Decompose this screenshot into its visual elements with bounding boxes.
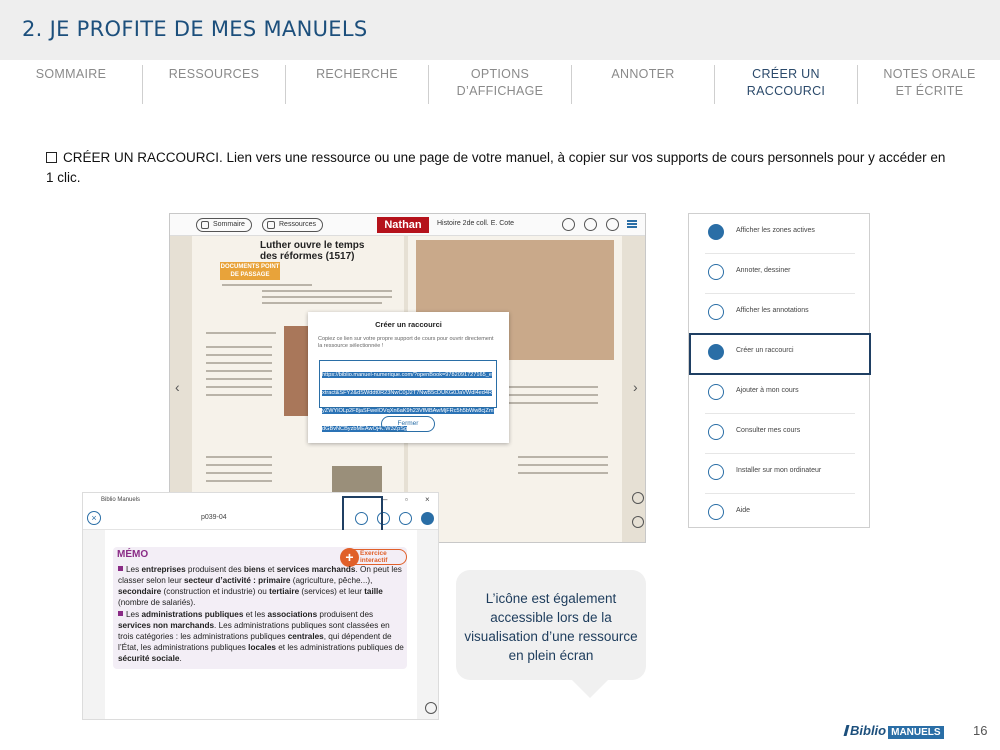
menu-item-zones-actives[interactable]: Afficher les zones actives <box>705 214 855 254</box>
tab-sommaire[interactable]: SOMMAIRE <box>0 65 143 104</box>
shortcut-highlight <box>689 333 871 375</box>
tab-creer-raccourci[interactable]: CRÉER UN RACCOURCI <box>715 65 858 104</box>
tab-ressources[interactable]: RESSOURCES <box>143 65 286 104</box>
tab-recherche[interactable]: RECHERCHE <box>286 65 429 104</box>
close-icon[interactable]: × <box>87 511 101 525</box>
document-badge: DOCUMENTS POINT DE PASSAGE <box>220 264 280 278</box>
tab-annoter[interactable]: ANNOTER <box>572 65 715 104</box>
menu-item-installer[interactable]: Installer sur mon ordinateur <box>705 454 855 494</box>
page-number: p039-04 <box>201 514 227 521</box>
zoom-icon[interactable] <box>425 702 437 714</box>
slide-number: 16 <box>973 723 988 738</box>
help-icon <box>708 504 724 520</box>
callout-text: L’icône est également accessible lors de la visualisation d’une ressource en plein écran <box>464 591 638 663</box>
slide-title: 2. JE PROFITE DE MES MANUELS <box>22 17 368 41</box>
memo-title: MÉMO <box>117 549 149 560</box>
pencil-icon <box>708 264 724 280</box>
fullscreen-toolbar <box>83 508 439 530</box>
memo-paragraph-2: Les administrations publiques et les associations produisent des services non marchands. Les administrations publiques sont classées en trois catégories : les administrations publiques centrales, qui dépendent de l’État, les administrations publiques locales et les administrations publiques de sécurité sociale. <box>118 610 404 663</box>
modal-instructions: Copiez ce lien sur votre propre support de cours pour ouvrir directement la ressource sélectionnée ! <box>318 336 494 349</box>
plus-icon: + <box>340 548 359 567</box>
callout-bubble <box>456 570 646 680</box>
zoom-out-icon[interactable] <box>632 516 644 528</box>
window-title: Biblio Manuels <box>101 497 141 503</box>
window-close-icon[interactable]: × <box>425 495 430 504</box>
folder-icon <box>267 221 275 229</box>
minimize-icon[interactable]: – <box>383 495 388 504</box>
memo-paragraph-1: Les entreprises produisent des biens et services marchands. On peut les classer selon leur secteur d’activité : primaire (agriculture, pêche...), secondaire (construction et industrie) ou tertiaire (services) et leur taille (nombre de salariés). <box>118 565 402 607</box>
menu-item-ajouter-cours[interactable]: Ajouter à mon cours <box>705 374 855 414</box>
slide-header <box>0 0 1000 60</box>
biblio-manuels-logo: Biblio MANUELS <box>845 723 944 739</box>
checkbox-icon <box>46 152 57 163</box>
prev-page-arrow[interactable]: ‹ <box>175 379 180 395</box>
description-text: CRÉER UN RACCOURCI. Lien vers une ressource ou une page de votre manuel, à copier sur vos supports de cours personnels pour y accéder en 1 clic. <box>46 150 946 185</box>
annotations-icon[interactable] <box>421 512 434 525</box>
menu-item-creer-raccourci[interactable]: Créer un raccourci <box>705 334 855 374</box>
annotations-icon <box>708 304 724 320</box>
tab-options-affichage[interactable]: OPTIONS D’AFFICHAGE <box>429 65 572 104</box>
menu-item-annotations[interactable]: Afficher les annotations <box>705 294 855 334</box>
shortcut-url: https://biblio.manuel-numerique.com/?openBook=9782091727165_extract&SFY2&dSWddt0R23NwC0jJ2T7NwB5cDUKG0JaVWdl4ed4RyZWYlOLp2F8jaSFwelOVqXn6aK9h23VfMBAwMjFRc5h5bWw8cjZmdGBvNCByzbMEAwOj4CW3ZpSg <box>322 372 494 432</box>
ressources-button[interactable]: Ressources <box>262 218 323 232</box>
memo-box <box>113 547 407 669</box>
eye-icon <box>708 224 724 240</box>
list-icon <box>201 221 209 229</box>
shortcut-modal <box>308 312 509 443</box>
download-icon <box>708 464 724 480</box>
courses-icon <box>708 424 724 440</box>
maximize-icon[interactable]: ▫ <box>405 495 408 504</box>
sommaire-button[interactable]: Sommaire <box>196 218 252 232</box>
page-title: Luther ouvre le temps des réformes (1517) <box>260 240 365 262</box>
section-tabs <box>0 60 1000 104</box>
reader-toolbar <box>170 214 646 236</box>
close-modal-button[interactable]: Fermer <box>381 416 435 432</box>
book-title: Histoire 2de coll. E. Cote <box>437 220 515 227</box>
next-page-arrow[interactable]: › <box>633 379 638 395</box>
menu-item-aide[interactable]: Aide <box>705 494 855 534</box>
menu-icon[interactable] <box>627 220 637 228</box>
pencil-icon[interactable] <box>399 512 412 525</box>
search-icon[interactable] <box>584 218 597 231</box>
tab-notes[interactable]: NOTES ORALE ET ÉCRITE <box>883 67 976 98</box>
modal-title: Créer un raccourci <box>375 320 442 329</box>
fullscreen-icon[interactable] <box>606 218 619 231</box>
exercise-button[interactable]: + Exercice interactif <box>341 549 407 565</box>
side-menu-screenshot <box>688 213 870 528</box>
menu-item-consulter-cours[interactable]: Consulter mes cours <box>705 414 855 454</box>
zoom-in-icon[interactable] <box>632 492 644 504</box>
add-to-course-icon <box>708 384 724 400</box>
undo-icon[interactable] <box>562 218 575 231</box>
description <box>46 148 946 188</box>
fullscreen-screenshot <box>82 492 439 720</box>
publisher-logo: Nathan <box>377 217 429 233</box>
window-titlebar <box>83 493 439 507</box>
menu-item-annoter[interactable]: Annoter, dessiner <box>705 254 855 294</box>
